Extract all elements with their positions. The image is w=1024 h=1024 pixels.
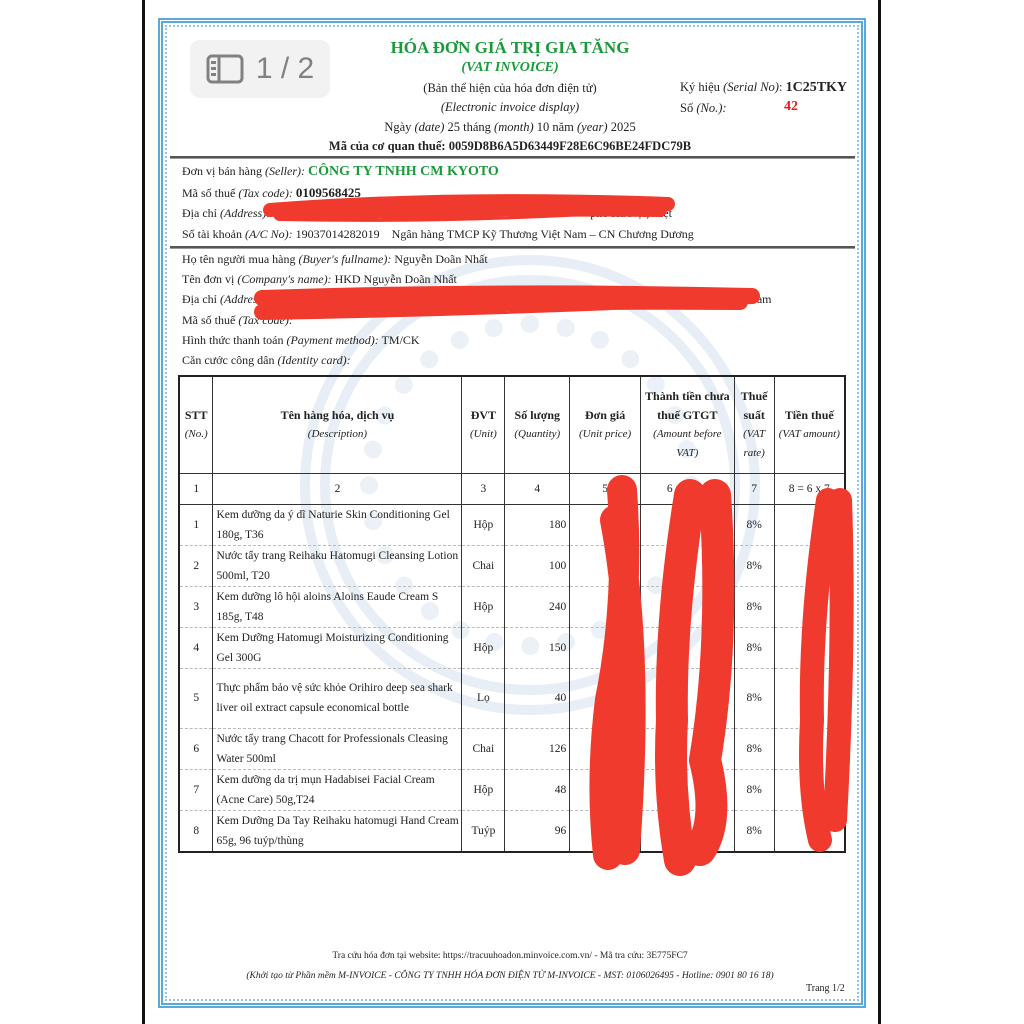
- column-index-row: [179, 473, 845, 504]
- row-no: 1: [179, 504, 213, 545]
- row-amount: [640, 728, 734, 769]
- column-index: 5: [570, 473, 641, 504]
- serial-line: Ký hiệu (Serial No): 1C25TKY: [680, 80, 848, 95]
- row-unit-price: [570, 545, 641, 586]
- row-no: 3: [179, 586, 213, 627]
- row-quantity: 96: [505, 810, 570, 852]
- table-row: [179, 504, 845, 545]
- row-quantity: 150: [505, 627, 570, 668]
- table-row: [179, 545, 845, 586]
- row-amount: [640, 545, 734, 586]
- display-en: (Electronic invoice display): [440, 100, 580, 114]
- row-unit: Tuýp: [462, 810, 505, 852]
- row-vat-amount: [774, 668, 845, 728]
- row-vat-amount: [774, 769, 845, 810]
- column-header: STT (No.): [179, 376, 213, 473]
- row-amount: [640, 668, 734, 728]
- row-no: 4: [179, 627, 213, 668]
- row-amount: [640, 810, 734, 852]
- row-amount: [640, 627, 734, 668]
- row-quantity: 180: [505, 504, 570, 545]
- row-vat-rate: 8%: [734, 586, 774, 627]
- row-vat-rate: 8%: [734, 728, 774, 769]
- invoice-subtitle: (VAT INVOICE): [461, 60, 559, 75]
- row-vat-amount: [774, 504, 845, 545]
- table-row: [179, 769, 845, 810]
- invoice-date: Ngày (date) 25 tháng (month) 10 năm (year) 2025: [384, 120, 636, 134]
- invoice-title: HÓA ĐƠN GIÁ TRỊ GIA TĂNG: [390, 38, 630, 57]
- row-description: Kem dưỡng lô hội aloins Aloins Eaude Cream S 185g, T48: [213, 586, 462, 627]
- row-vat-amount: [774, 586, 845, 627]
- row-no: 6: [179, 728, 213, 769]
- row-vat-amount: [774, 728, 845, 769]
- row-description: Kem dưỡng da trị mụn Hadabisei Facial Cream (Acne Care) 50g,T24: [213, 769, 462, 810]
- row-unit-price: [570, 728, 641, 769]
- row-description: Nước tẩy trang Chacott for Professionals Cleasing Water 500ml: [213, 728, 462, 769]
- row-amount: [640, 586, 734, 627]
- row-unit-price: [570, 504, 641, 545]
- column-header: Thành tiền chưa thuế GTGT (Amount before VAT): [640, 376, 734, 473]
- row-description: Kem Dưỡng Hatomugi Moisturizing Conditioning Gel 300G: [213, 627, 462, 668]
- display-vi: (Bản thể hiện của hóa đơn điện tử): [423, 81, 597, 95]
- row-description: Thực phẩm bảo vệ sức khỏe Orihiro deep sea shark liver oil extract capsule economical bottle: [213, 668, 462, 728]
- row-description: Kem Dưỡng Da Tay Reihaku hatomugi Hand Cream 65g, 96 tuýp/thùng: [213, 810, 462, 852]
- column-index: 2: [213, 473, 462, 504]
- row-no: 8: [179, 810, 213, 852]
- row-unit: Lọ: [462, 668, 505, 728]
- items-table: [178, 375, 846, 853]
- seller-name: Đơn vị bán hàng (Seller): CÔNG TY TNHH CM KYOTO: [182, 164, 499, 179]
- viewer-edge-right: [878, 0, 881, 1024]
- row-quantity: 48: [505, 769, 570, 810]
- number-label: Số (No.):: [680, 101, 727, 115]
- page-number: Trang 1/2: [806, 983, 845, 994]
- column-header: Đơn giá (Unit price): [570, 376, 641, 473]
- buyer-address: Địa chỉ (Address): Việt Nam: [182, 292, 772, 306]
- table-row: [179, 586, 845, 627]
- column-index: 1: [179, 473, 213, 504]
- page-indicator-text: 1 / 2: [255, 52, 315, 85]
- row-amount: [640, 504, 734, 545]
- row-unit: Hộp: [462, 586, 505, 627]
- column-index: 6 = 4 x 5: [640, 473, 734, 504]
- generated-by: (Khởi tạo từ Phần mềm M-INVOICE - CÔNG TY TNHH HÓA ĐƠN ĐIỆN TỬ M-INVOICE - MST: 0106026495 - Hotline: 0901 80 16 18): [246, 971, 774, 981]
- divider: [170, 246, 855, 249]
- row-unit: Chai: [462, 545, 505, 586]
- seller-address: Địa chỉ (Address): phố Hà Nội, Việt: [182, 206, 672, 220]
- row-unit: Hộp: [462, 769, 505, 810]
- column-index: 7: [734, 473, 774, 504]
- row-vat-rate: 8%: [734, 668, 774, 728]
- row-vat-amount: [774, 810, 845, 852]
- row-description: Kem dưỡng da ý dĩ Naturie Skin Conditioning Gel 180g, T36: [213, 504, 462, 545]
- payment-method: Hình thức thanh toán (Payment method): TM/CK: [182, 333, 420, 347]
- row-quantity: 126: [505, 728, 570, 769]
- column-index: 8 = 6 x 7: [774, 473, 845, 504]
- row-no: 5: [179, 668, 213, 728]
- column-header: ĐVT (Unit): [462, 376, 505, 473]
- row-no: 7: [179, 769, 213, 810]
- column-header: Số lượng (Quantity): [505, 376, 570, 473]
- lookup-info: Tra cứu hóa đơn tại website: https://tracuuhoadon.minvoice.com.vn/ - Mã tra cứu: 3E775FC7: [332, 951, 688, 961]
- row-unit: Hộp: [462, 504, 505, 545]
- row-quantity: 100: [505, 545, 570, 586]
- row-vat-amount: [774, 627, 845, 668]
- row-vat-rate: 8%: [734, 545, 774, 586]
- column-header: Tiền thuế (VAT amount): [774, 376, 845, 473]
- identity-card: Căn cước công dân (Identity card):: [182, 353, 351, 367]
- divider: [170, 156, 855, 159]
- row-vat-rate: 8%: [734, 810, 774, 852]
- row-unit-price: [570, 810, 641, 852]
- column-header: Tên hàng hóa, dịch vụ (Description): [213, 376, 462, 473]
- seller-tax-code: Mã số thuế (Tax code): 0109568425: [182, 185, 361, 200]
- buyer-company: Tên đơn vị (Company's name): HKD Nguyễn Doãn Nhất: [182, 272, 457, 286]
- row-description: Nước tẩy trang Reihaku Hatomugi Cleansing Lotion 500ml, T20: [213, 545, 462, 586]
- table-row: [179, 627, 845, 668]
- row-unit-price: [570, 769, 641, 810]
- row-vat-amount: [774, 545, 845, 586]
- row-amount: [640, 769, 734, 810]
- column-index: 3: [462, 473, 505, 504]
- row-no: 2: [179, 545, 213, 586]
- table-row: [179, 668, 845, 728]
- row-unit-price: [570, 586, 641, 627]
- row-quantity: 40: [505, 668, 570, 728]
- row-vat-rate: 8%: [734, 504, 774, 545]
- table-row: [179, 810, 845, 852]
- table-row: [179, 728, 845, 769]
- tax-authority-code: Mã của cơ quan thuế: 0059D8B6A5D63449F28E6C96BE24FDC79B: [328, 139, 692, 153]
- seller-account: Số tài khoản (A/C No): 19037014282019 Ngân hàng TMCP Kỹ Thương Việt Nam – CN Chương Dương: [182, 227, 694, 241]
- column-index: 4: [505, 473, 570, 504]
- viewer-edge-left: [142, 0, 145, 1024]
- invoice-number: 42: [784, 99, 798, 114]
- column-header: Thuế suất (VAT rate): [734, 376, 774, 473]
- table-header-row: [179, 376, 845, 473]
- row-vat-rate: 8%: [734, 769, 774, 810]
- row-unit: Chai: [462, 728, 505, 769]
- row-vat-rate: 8%: [734, 627, 774, 668]
- buyer-tax-code: Mã số thuế (Tax code):: [182, 313, 293, 327]
- row-quantity: 240: [505, 586, 570, 627]
- buyer-fullname: Họ tên người mua hàng (Buyer's fullname): Nguyễn Doãn Nhất: [182, 252, 488, 266]
- row-unit-price: [570, 627, 641, 668]
- row-unit: Hộp: [462, 627, 505, 668]
- row-unit-price: [570, 668, 641, 728]
